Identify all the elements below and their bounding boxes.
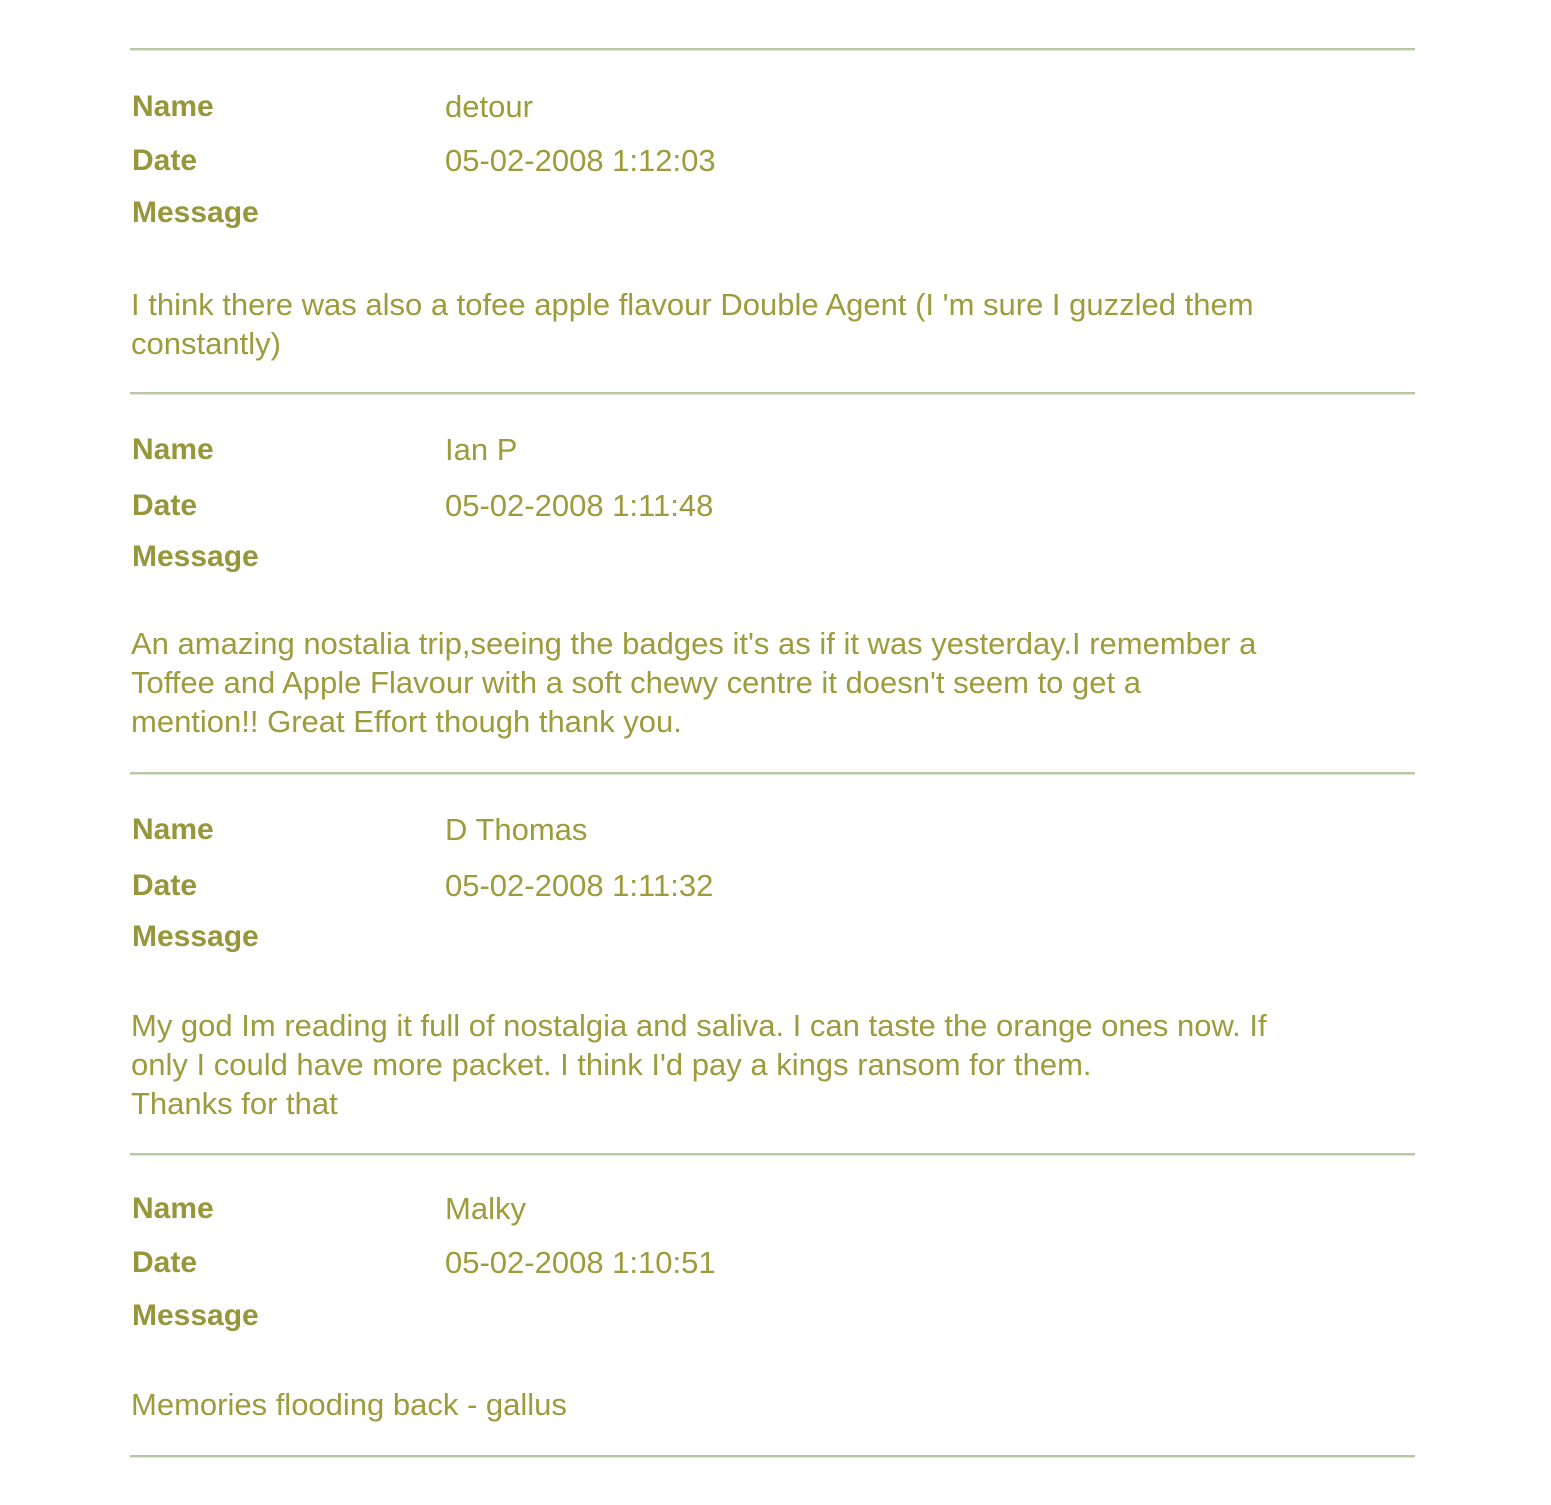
entry-message: My god Im reading it full of nostalgia and saliva. I can taste the orange ones now. If only I could have more packet. I think I'd pay a kings ransom for them. Thanks for that bbox=[131, 1008, 1267, 1121]
name-label: Name bbox=[132, 813, 214, 846]
entry-date: 05-02-2008 1:11:48 bbox=[445, 488, 714, 523]
date-label: Date bbox=[132, 1246, 198, 1279]
name-label: Name bbox=[132, 433, 214, 466]
entry-divider bbox=[130, 392, 1415, 394]
date-label: Date bbox=[132, 144, 198, 177]
date-label: Date bbox=[132, 489, 198, 522]
name-label: Name bbox=[132, 1192, 214, 1225]
name-label: Name bbox=[132, 90, 214, 123]
entry-message: Memories flooding back - gallus bbox=[131, 1387, 567, 1422]
message-label: Message bbox=[132, 540, 259, 573]
entry-name: Ian P bbox=[445, 432, 518, 467]
entry-date: 05-02-2008 1:12:03 bbox=[445, 143, 716, 178]
entry-name: D Thomas bbox=[445, 812, 588, 847]
message-label: Message bbox=[132, 920, 259, 953]
message-label: Message bbox=[132, 196, 259, 229]
entry-divider bbox=[130, 772, 1415, 774]
message-label: Message bbox=[132, 1299, 259, 1332]
entry-message: I think there was also a tofee apple flavour Double Agent (I 'm sure I guzzled them constantly) bbox=[131, 287, 1254, 361]
entry-divider bbox=[130, 1455, 1415, 1457]
entry-message: An amazing nostalia trip,seeing the badges it's as if it was yesterday.I remember a Toffee and Apple Flavour with a soft chewy centre it doesn't seem to get a mention!! Great Effort though thank you. bbox=[131, 626, 1257, 739]
entry-date: 05-02-2008 1:10:51 bbox=[445, 1245, 716, 1280]
entry-name: detour bbox=[445, 89, 533, 124]
entry-divider bbox=[130, 48, 1415, 50]
entry-name: Malky bbox=[445, 1191, 526, 1226]
date-label: Date bbox=[132, 869, 198, 902]
entry-divider bbox=[130, 1153, 1415, 1155]
entry-date: 05-02-2008 1:11:32 bbox=[445, 868, 714, 903]
